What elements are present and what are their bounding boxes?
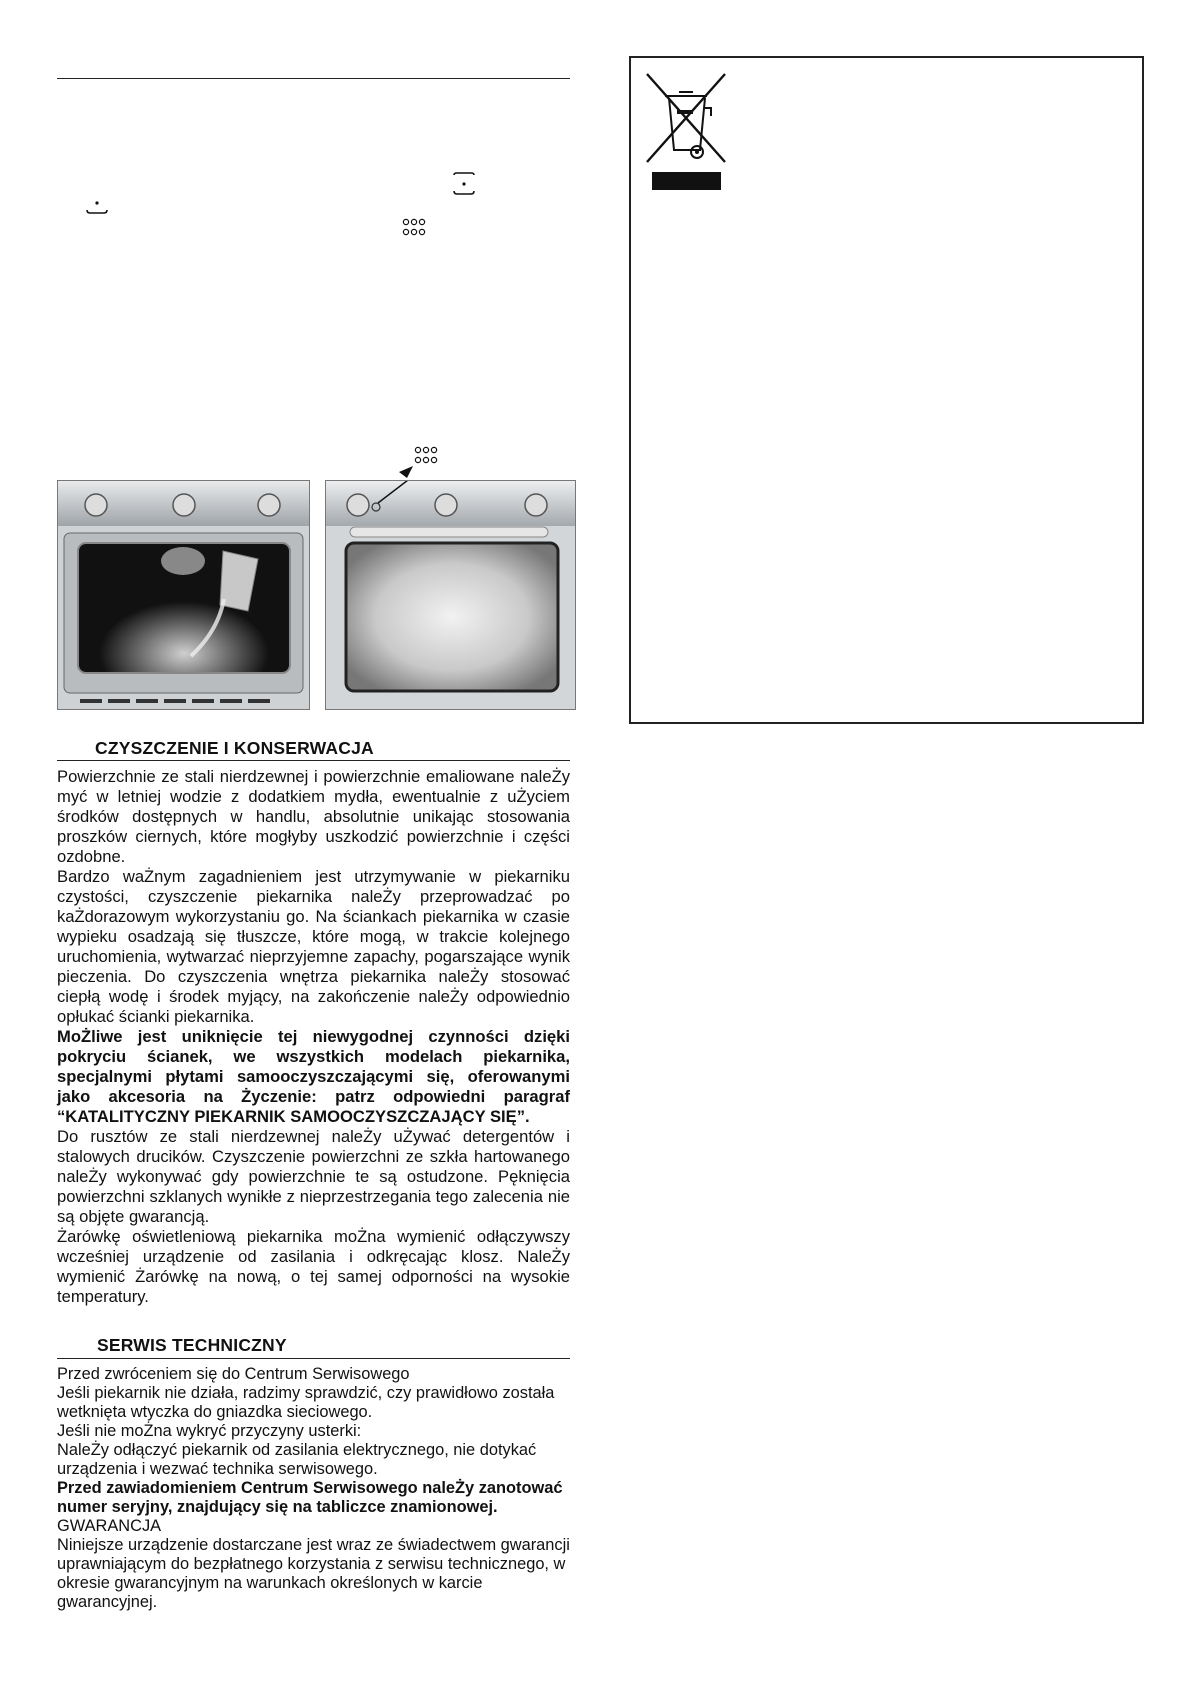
cleaning-paragraph-4: Do rusztów ze stali nierdzewnej naleŻy uŻywać detergentów i stalowych drucików. Czyszczenie powierzchni ze szkła hartowanego naleŻy wykonywać gdy powierzchnie te są ostudzone. Pęknięcia powierzchni szklanych wynikłe z nieprzestrzegania tego zalecenia nie są objęte gwarancją.	[57, 1127, 570, 1226]
service-rule	[57, 1358, 570, 1359]
weee-notice-box	[629, 56, 1144, 724]
weee-black-bar	[652, 172, 721, 190]
oven-pouring-water-illustration	[57, 480, 310, 710]
cleaning-rule	[57, 760, 570, 761]
pointer-arrow-icon	[395, 464, 415, 482]
steam-drops-icon	[402, 216, 428, 238]
cleaning-paragraph-5: Żarówkę oświetleniową piekarnika moŻna wymienić odłączywszy wcześniej urządzenie od zasilania i odkręcając klosz. NaleŻy wymienić Żarówkę na nową, o tej samej odporności na wysokie temperatury.	[57, 1227, 570, 1306]
cleaning-paragraph-2: Bardzo waŻnym zagadnieniem jest utrzymywanie w piekarniku czystości, czyszczenie piekarnika naleŻy przeprowadzać po kaŻdorazowym wykorzystaniu go. Na ściankach piekarnika w czasie wypieku osadzają się tłuszcze, które mogą, w trakcie kolejnego uruchomienia, wytwarzać nieprzyjemne zapachy, pogarszające wynik pieczenia. Do czyszczenia wnętrza piekarnika naleŻy stosować ciepłą wodę i środek myjący, na zakończenie naleŻy odpowiednio opłukać ścianki piekarnika.	[57, 867, 570, 1026]
service-line-2: Jeśli piekarnik nie działa, radzimy sprawdzić, czy prawidłowo została wetknięta wtyczka do gniazdka sieciowego.	[57, 1384, 555, 1421]
service-line-4: NaleŻy odłączyć piekarnik od zasilania elektrycznego, nie dotykać urządzenia i wezwać technika serwisowego.	[57, 1441, 537, 1478]
service-line-5-bold: Przed zawiadomieniem Centrum Serwisowego naleŻy zanotować numer seryjny, znajdujący się na tabliczce znamionowej.	[57, 1479, 563, 1516]
cleaning-paragraph-1: Powierzchnie ze stali nierdzewnej i powierzchnie emaliowane naleŻy myć w letniej wodzie z dodatkiem mydła, ewentualnie z uŻyciem środków dostępnych w handlu, absolutnie unikając stosowania proszków ciernych, które mogłyby uszkodzić powierzchnie i części ozdobne.	[57, 767, 570, 866]
service-text	[57, 1365, 573, 1612]
upper-lamp-icon	[452, 172, 476, 196]
crossed-out-wheelie-bin-icon	[643, 70, 729, 166]
service-heading: SERWIS TECHNICZNY	[97, 1335, 287, 1355]
cleaning-paragraph-3-bold: MoŻliwe jest uniknięcie tej niewygodnej czynności dzięki pokryciu ścianek, we wszystkich modelach piekarnika, specjalnymi płytami samooczyszczającymi się, oferowanymi jako akcesoria na Życzenie: patrz odpowiedni paragraf “KATALITYCZNY PIEKARNIK SAMOOCZYSZCZAJĄCY SIĘ”.	[57, 1027, 570, 1126]
warranty-heading: GWARANCJA	[57, 1517, 162, 1535]
steam-drops-icon-2	[414, 444, 440, 466]
warranty-text: Niniejsze urządzenie dostarczane jest wraz ze świadectwem gwarancji uprawniającym do bezpłatnego korzystania z serwisu technicznego, w okresie gwarancyjnym na warunkach określonych w karcie gwarancyjnej.	[57, 1536, 570, 1611]
cleaning-heading: CZYSZCZENIE I KONSERWACJA	[95, 738, 374, 758]
cleaning-text	[57, 767, 570, 1307]
oven-steam-cleaning-illustration	[325, 480, 576, 710]
service-line-3: Jeśli nie moŻna wykryć przyczyny usterki:	[57, 1422, 362, 1440]
service-line-1: Przed zwróceniem się do Centrum Serwisowego	[57, 1365, 410, 1383]
top-rule	[57, 78, 570, 79]
lower-lamp-icon	[85, 198, 109, 216]
